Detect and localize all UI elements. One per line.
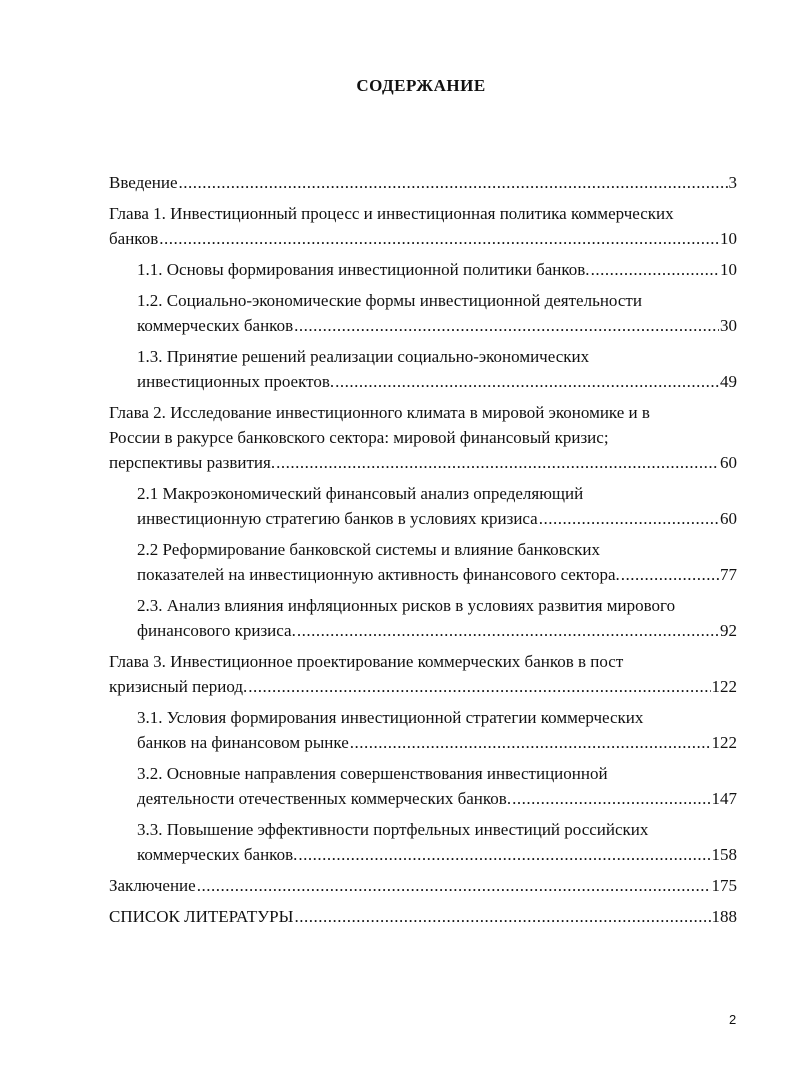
toc-page-number: 60 (720, 509, 737, 528)
dot-leader (335, 369, 719, 394)
toc-entry-text: 2.2 Реформирование банковской системы и влияние банковских (137, 540, 600, 559)
toc-page-number: 3 (728, 173, 737, 192)
toc-entry-text: Глава 3. Инвестиционное проектирование коммерческих банков в пост (109, 652, 624, 671)
dot-leader (294, 904, 710, 929)
toc-entry-text: инвестиционную стратегию банков в условиях кризиса (137, 509, 538, 528)
toc-entry[interactable] (109, 201, 737, 251)
toc-entry[interactable] (137, 288, 737, 338)
toc-page-number: 77 (720, 565, 737, 584)
toc-entry-text: 2.3. Анализ влияния инфляционных рисков в условиях развития мирового (137, 596, 676, 615)
dot-leader (159, 226, 719, 251)
toc-entry[interactable] (137, 593, 737, 643)
toc-entry-text: банков (109, 229, 159, 248)
dot-leader (197, 873, 711, 898)
toc-entry[interactable] (137, 705, 737, 755)
toc-entry-text: 3.1. Условия формирования инвестиционной стратегии коммерческих (137, 708, 644, 727)
toc-entry-text: деятельности отечественных коммерческих банков. (137, 789, 512, 808)
toc-entry-text: финансового кризиса. (137, 621, 296, 640)
table-of-contents (109, 170, 737, 929)
toc-page-number: 30 (720, 316, 737, 335)
toc-entry-text: инвестиционных проектов. (137, 372, 335, 391)
toc-page-number: 122 (711, 677, 737, 696)
toc-entry-text: СПИСОК ЛИТЕРАТУРЫ (109, 907, 294, 926)
toc-entry-text: коммерческих банков (137, 316, 294, 335)
toc-entry[interactable] (109, 400, 737, 475)
toc-page-number: 158 (711, 845, 737, 864)
toc-entry-text: 1.2. Социально-экономические формы инвестиционной деятельности (137, 291, 642, 310)
toc-entry-text: кризисный период. (109, 677, 248, 696)
toc-entry[interactable] (137, 257, 737, 282)
toc-page-number: 188 (711, 907, 737, 926)
toc-entry-text: 3.3. Повышение эффективности портфельных инвестиций российских (137, 820, 649, 839)
toc-entry-text: коммерческих банков. (137, 845, 298, 864)
page-number: 2 (729, 1012, 737, 1027)
dot-leader (621, 562, 719, 587)
toc-entry[interactable] (109, 170, 737, 195)
toc-page-number: 147 (711, 789, 737, 808)
toc-entry-text: России в ракурсе банковского сектора: мировой финансовый кризис; (109, 428, 609, 447)
toc-entry-text: 2.1 Макроэкономический финансовый анализ определяющий (137, 484, 584, 503)
toc-entry-text: Глава 2. Исследование инвестиционного климата в мировой экономике и в (109, 403, 650, 422)
dot-leader (512, 786, 710, 811)
toc-entry-text: показателей на инвестиционную активность финансового сектора. (137, 565, 620, 584)
dot-leader (591, 257, 719, 282)
toc-entry[interactable] (137, 481, 737, 531)
toc-entry-text: 1.3. Принятие решений реализации социально-экономических (137, 347, 590, 366)
toc-entry-text: банков на финансовом рынке (137, 733, 349, 752)
toc-entry-text: Заключение (109, 876, 196, 895)
toc-entry[interactable] (109, 904, 737, 929)
toc-entry[interactable] (137, 537, 737, 587)
toc-page-number: 60 (720, 453, 737, 472)
toc-entry[interactable] (109, 649, 737, 699)
dot-leader (248, 674, 710, 699)
toc-entry[interactable] (137, 817, 737, 867)
dot-leader (179, 170, 728, 195)
toc-page-number: 122 (711, 733, 737, 752)
toc-entry-text: 3.2. Основные направления совершенствования инвестиционной (137, 764, 608, 783)
dot-leader (539, 506, 719, 531)
toc-entry[interactable] (137, 761, 737, 811)
dot-leader (297, 618, 719, 643)
toc-entry[interactable] (109, 873, 737, 898)
dot-leader (294, 313, 719, 338)
toc-page-number: 10 (720, 260, 737, 279)
dot-leader (276, 450, 719, 475)
toc-entry[interactable] (137, 344, 737, 394)
toc-page-number: 10 (720, 229, 737, 248)
toc-page-number: 49 (720, 372, 737, 391)
toc-page-number: 92 (720, 621, 737, 640)
dot-leader (298, 842, 710, 867)
toc-page-number: 175 (711, 876, 737, 895)
page-title: СОДЕРЖАНИЕ (356, 76, 486, 95)
toc-entry-text: 1.1. Основы формирования инвестиционной политики банков. (137, 260, 590, 279)
dot-leader (350, 730, 711, 755)
toc-entry-text: перспективы развития. (109, 453, 276, 472)
toc-entry-text: Глава 1. Инвестиционный процесс и инвестиционная политика коммерческих (109, 204, 674, 223)
toc-entry-text: Введение (109, 173, 178, 192)
